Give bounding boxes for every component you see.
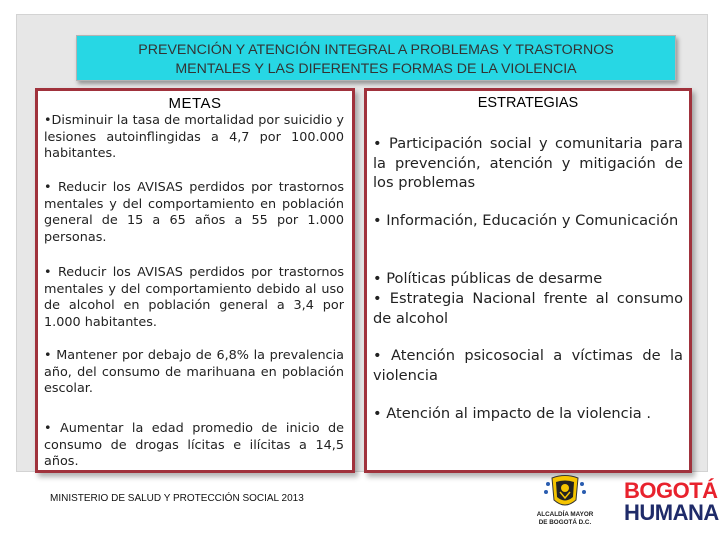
alcaldia-logo	[530, 474, 600, 530]
meta-item: • Reducir los AVISAS perdidos por trastornos mentales y del comportamiento en población general de 15 a 65 años a 55 por 1.000 personas.	[44, 180, 344, 245]
title-line-1: PREVENCIÓN Y ATENCIÓN INTEGRAL A PROBLEMAS Y TRASTORNOS	[138, 42, 614, 58]
slide-title	[76, 35, 676, 81]
estrategias-panel	[364, 88, 692, 473]
coat-of-arms-icon	[530, 474, 600, 510]
meta-item: •Disminuir la tasa de mortalidad por suicidio y lesiones autoinflingidas a 4,7 por 100.000 habitantes.	[44, 113, 344, 161]
metas-heading: METAS	[168, 95, 222, 112]
bogota-humana-logo	[622, 478, 719, 528]
estrategia-item: • Estrategia Nacional frente al consumo de alcohol	[373, 290, 683, 327]
estrategias-heading: ESTRATEGIAS	[477, 95, 579, 111]
bogota-logo-line-2: HUMANA	[624, 500, 719, 525]
bogota-logo-line-1: BOGOTÁ	[624, 478, 718, 503]
meta-item: • Aumentar la edad promedio de inicio de consumo de drogas lícitas e ilícitas a 14,5 años.	[44, 421, 344, 469]
meta-item: • Mantener por debajo de 6,8% la prevalencia año, del consumo de marihuana en población escolar.	[44, 348, 344, 396]
estrategia-item: • Atención psicosocial a víctimas de la violencia	[373, 347, 683, 384]
estrategia-item: • Información, Educación y Comunicación	[373, 212, 679, 229]
estrategia-item: • Atención al impacto de la violencia .	[373, 405, 651, 422]
estrategia-item: • Políticas públicas de desarme	[373, 270, 603, 287]
alcaldia-logo-line-2: DE BOGOTÁ D.C.	[538, 519, 592, 526]
footer-text: MINISTERIO DE SALUD Y PROTECCIÓN SOCIAL 2013	[50, 493, 304, 504]
title-line-2: MENTALES Y LAS DIFERENTES FORMAS DE LA VIOLENCIA	[175, 61, 577, 77]
estrategia-item: • Participación social y comunitaria para la prevención, atención y mitigación de los problemas	[373, 135, 683, 191]
meta-item: • Reducir los AVISAS perdidos por trastornos mentales y del comportamiento debido al uso de alcohol en población general a 3,4 por 1.000 habitantes.	[44, 265, 344, 330]
metas-panel	[35, 88, 355, 473]
alcaldia-logo-line-1: ALCALDÍA MAYOR	[536, 511, 594, 518]
